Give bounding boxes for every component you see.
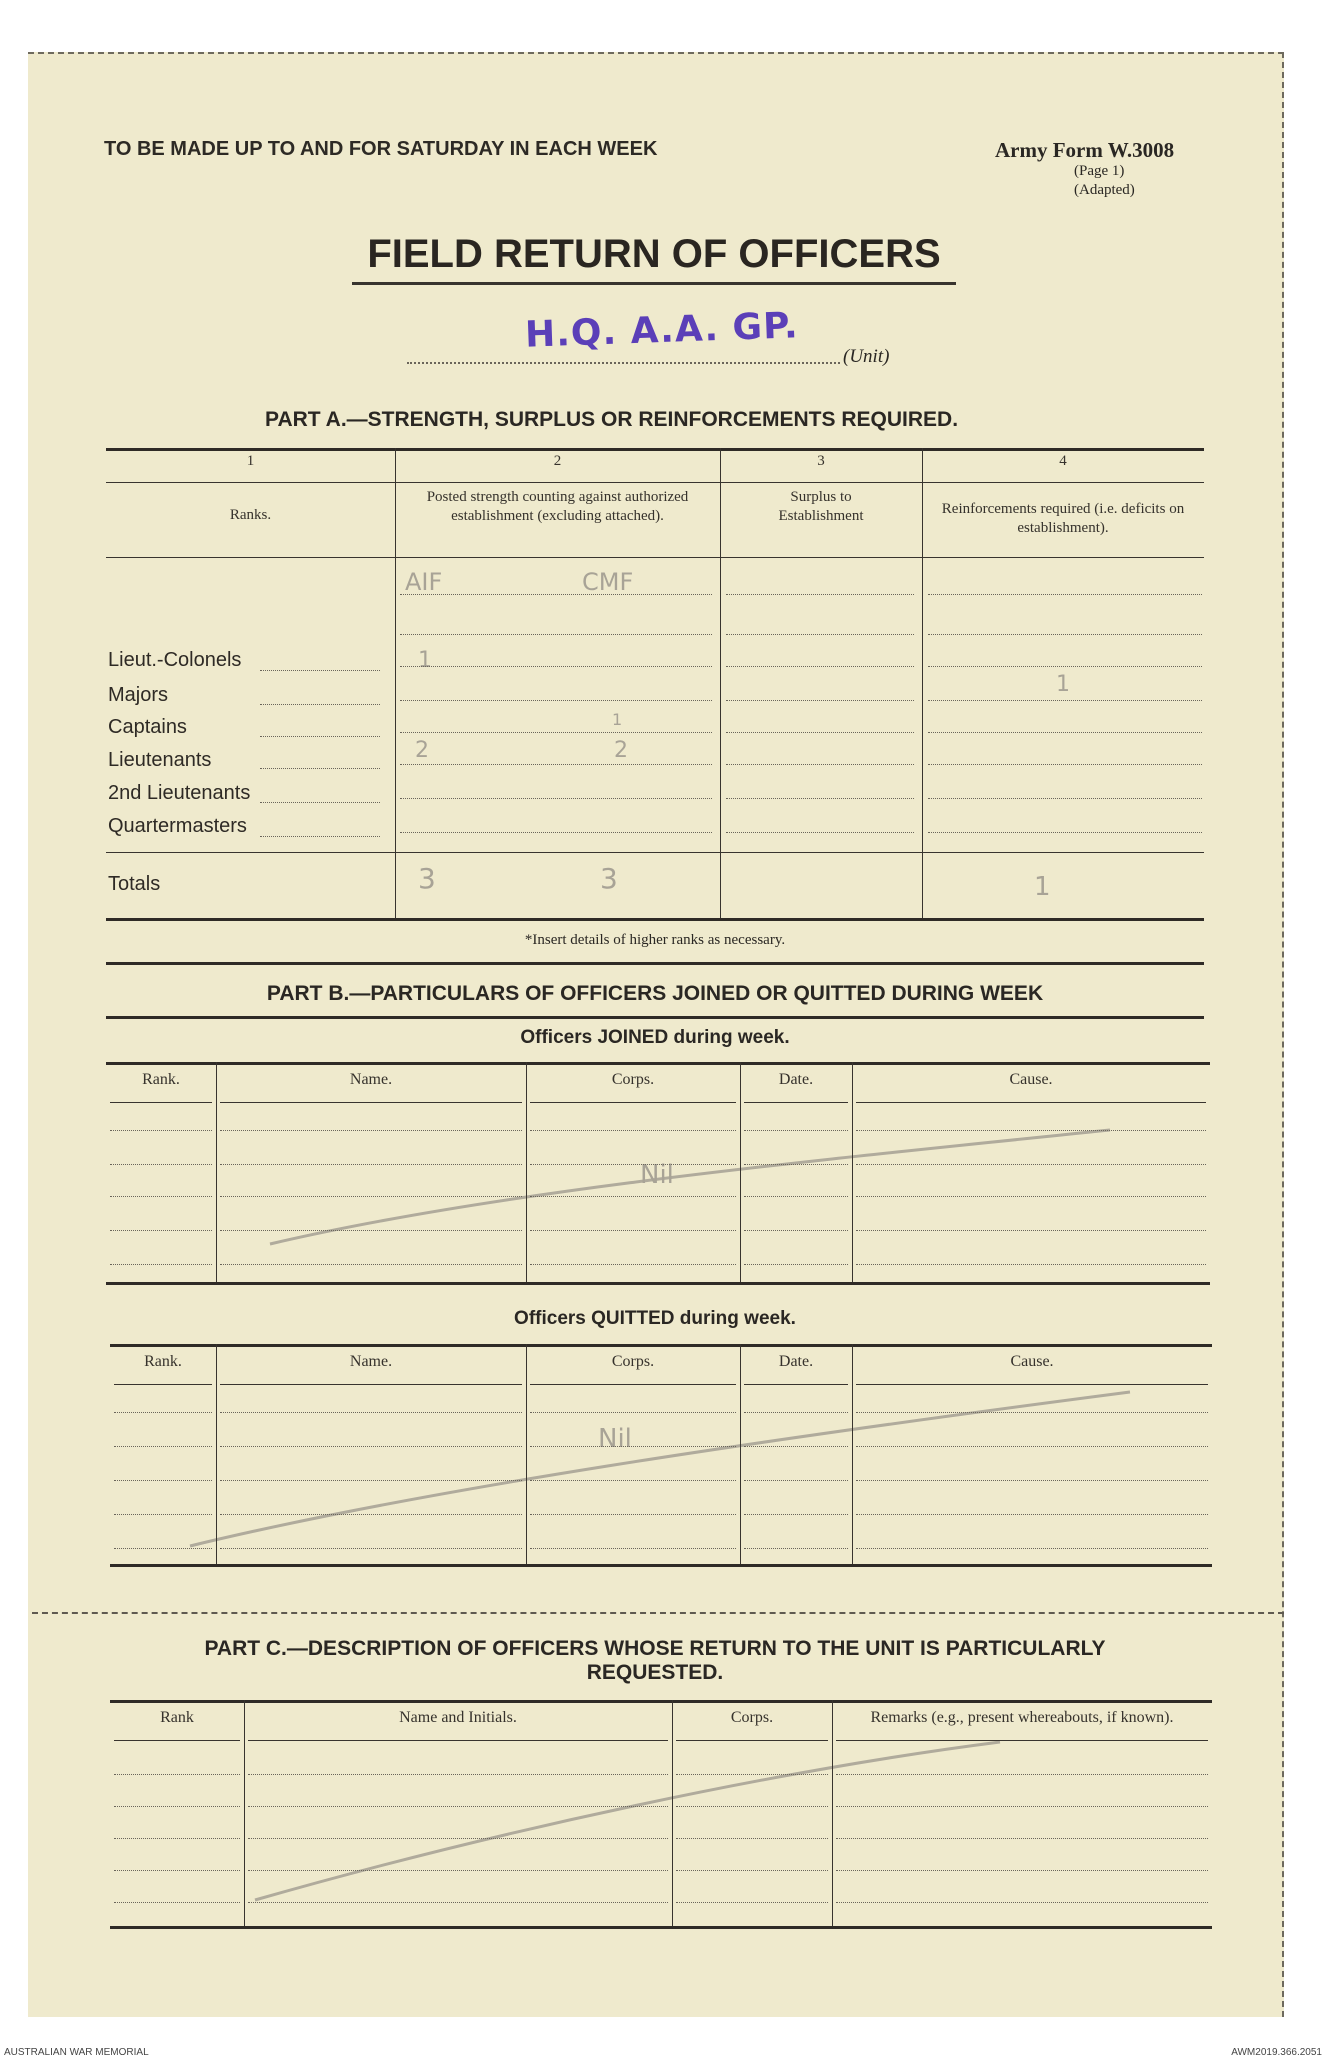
quitted-row-line	[856, 1480, 1208, 1481]
joined-row-line	[744, 1230, 848, 1231]
footer-left: AUSTRALIAN WAR MEMORIAL	[4, 2047, 149, 2058]
quitted-head-rule	[114, 1384, 212, 1385]
joined-row-line	[110, 1264, 212, 1265]
partc-col-head: Rank	[160, 1709, 194, 1726]
part-a-dotted-rule	[928, 732, 1202, 733]
partc-head-rule	[676, 1740, 828, 1741]
part-a-rank-leader	[260, 768, 380, 769]
quitted-col-head: Date.	[778, 1353, 814, 1370]
quitted-row-line	[114, 1548, 212, 1549]
quitted-col-divider	[216, 1344, 217, 1564]
joined-row-line	[744, 1164, 848, 1165]
col-head-surplus: Surplus to Establishment	[778, 489, 864, 524]
joined-row-line	[220, 1164, 522, 1165]
unit-label: (Unit)	[843, 346, 890, 367]
quitted-row-line	[530, 1412, 736, 1413]
joined-head-rule	[530, 1102, 736, 1103]
quitted-row-line	[856, 1446, 1208, 1447]
quitted-row-line	[220, 1446, 522, 1447]
part-a-heading: PART A.—STRENGTH, SURPLUS OR REINFORCEMENTS REQUIRED.	[265, 408, 959, 431]
partc-row-line	[248, 1902, 668, 1903]
joined-row-line	[110, 1164, 212, 1165]
part-a-dotted-rule	[726, 666, 914, 667]
form-number: Army Form W.3008	[995, 138, 1175, 162]
part-a-dotted-rule	[928, 594, 1202, 595]
col-head-reinforcements: Reinforcements required (i.e. deficits on establishment).	[941, 501, 1185, 536]
quitted-row-line	[856, 1548, 1208, 1549]
joined-col-divider	[740, 1062, 741, 1282]
quitted-row-line	[220, 1548, 522, 1549]
quitted-col-head: Corps.	[611, 1353, 655, 1370]
pencil-majors-reinf: 1	[1056, 672, 1070, 697]
part-a-rank-leader	[260, 836, 380, 837]
joined-row-line	[110, 1196, 212, 1197]
joined-head-rule	[110, 1102, 212, 1103]
joined-row-line	[744, 1130, 848, 1131]
footer-right: AWM2019.366.2051	[1231, 2047, 1322, 2058]
quitted-col-head: Cause.	[1010, 1353, 1054, 1370]
part-a-dotted-rule	[928, 634, 1202, 635]
quitted-col-divider	[740, 1344, 741, 1564]
joined-row-line	[220, 1130, 522, 1131]
rank-lieutenants: Lieutenants	[108, 749, 212, 771]
joined-row-line	[856, 1196, 1206, 1197]
partc-head-rule	[114, 1740, 240, 1741]
joined-row-line	[220, 1264, 522, 1265]
partc-row-line	[114, 1870, 240, 1871]
joined-col-head: Date.	[778, 1071, 814, 1088]
pencil-nil-joined: Nil	[640, 1160, 674, 1190]
quitted-head-rule	[856, 1384, 1208, 1385]
partc-row-line	[676, 1870, 828, 1871]
partc-head-rule	[836, 1740, 1208, 1741]
pencil-total-reinf: 1	[1034, 872, 1051, 902]
part-a-rank-leader	[260, 704, 380, 705]
quitted-col-head: Name.	[349, 1353, 393, 1370]
part-a-dotted-rule	[928, 700, 1202, 701]
joined-row-line	[744, 1264, 848, 1265]
pencil-lt-col: 1	[418, 648, 432, 673]
partc-col-divider	[672, 1700, 673, 1926]
pencil-nil-quitted: Nil	[598, 1424, 632, 1454]
quitted-head-rule	[744, 1384, 848, 1385]
joined-row-line	[530, 1130, 736, 1131]
col-number-1: 1	[246, 453, 255, 469]
part-a-dotted-rule	[726, 764, 914, 765]
partc-col-divider	[832, 1700, 833, 1926]
part-b-heading: PART B.—PARTICULARS OF OFFICERS JOINED OR QUITTED DURING WEEK	[266, 982, 1044, 1005]
joined-head-rule	[856, 1102, 1206, 1103]
part-a-dotted-rule	[400, 798, 712, 799]
joined-top-rule	[106, 1062, 1210, 1065]
joined-col-head: Corps.	[611, 1071, 655, 1088]
quitted-row-line	[530, 1446, 736, 1447]
partc-top-rule	[110, 1700, 1212, 1703]
quitted-row-line	[530, 1514, 736, 1515]
part-a-rank-leader	[260, 670, 380, 671]
partc-col-head: Name and Initials.	[399, 1709, 517, 1726]
page-title: FIELD RETURN OF OFFICERS	[367, 232, 941, 276]
partc-row-line	[114, 1774, 240, 1775]
col-number-4: 4	[1059, 453, 1067, 469]
part-a-dotted-rule	[726, 832, 914, 833]
part-a-dotted-rule	[400, 700, 712, 701]
quitted-col-divider	[852, 1344, 853, 1564]
quitted-row-line	[220, 1412, 522, 1413]
part-a-dotted-rule	[726, 798, 914, 799]
partc-row-line	[836, 1870, 1208, 1871]
joined-bottom-rule	[106, 1282, 1210, 1285]
pencil-aif: AIF	[405, 568, 443, 596]
part-a-dotted-rule	[726, 700, 914, 701]
quitted-row-line	[114, 1412, 212, 1413]
perforation-line	[32, 1612, 1284, 1614]
part-a-dotted-rule	[726, 732, 914, 733]
partc-row-line	[676, 1774, 828, 1775]
joined-col-divider	[526, 1062, 527, 1282]
partc-col-divider	[244, 1700, 245, 1926]
joined-row-line	[530, 1196, 736, 1197]
joined-col-head: Rank.	[142, 1071, 180, 1088]
page-number: (Page 1)	[1074, 163, 1125, 179]
quitted-row-line	[744, 1446, 848, 1447]
col-number-2: 2	[553, 453, 562, 469]
quitted-col-divider	[526, 1344, 527, 1564]
part-a-rank-leader	[260, 736, 380, 737]
quitted-heading: Officers QUITTED during week.	[514, 1308, 796, 1329]
partc-row-line	[248, 1838, 668, 1839]
part-a-dotted-rule	[928, 764, 1202, 765]
partc-row-line	[676, 1902, 828, 1903]
totals-label: Totals	[108, 873, 161, 895]
joined-row-line	[110, 1230, 212, 1231]
joined-row-line	[856, 1264, 1206, 1265]
adapted-label: (Adapted)	[1074, 182, 1135, 198]
part-a-dotted-rule	[400, 732, 712, 733]
joined-col-head: Name.	[349, 1071, 393, 1088]
partc-col-head: Corps.	[730, 1709, 774, 1726]
partc-col-head: Remarks (e.g., present whereabouts, if known).	[870, 1709, 1174, 1726]
joined-head-rule	[220, 1102, 522, 1103]
unit-stamp: H.Q. A.A. GP.	[524, 305, 800, 356]
joined-row-line	[530, 1164, 736, 1165]
quitted-row-line	[114, 1480, 212, 1481]
rank-captains: Captains	[108, 716, 187, 738]
joined-row-line	[856, 1164, 1206, 1165]
pencil-cmf: CMF	[582, 568, 634, 596]
partc-row-line	[114, 1838, 240, 1839]
joined-row-line	[856, 1130, 1206, 1131]
part-a-rank-leader	[260, 802, 380, 803]
joined-head-rule	[744, 1102, 848, 1103]
part-c-heading-line2: REQUESTED.	[586, 1661, 724, 1684]
partc-head-rule	[248, 1740, 668, 1741]
partc-row-line	[676, 1806, 828, 1807]
part-a-dotted-rule	[400, 666, 712, 667]
quitted-head-rule	[220, 1384, 522, 1385]
quitted-row-line	[856, 1514, 1208, 1515]
joined-row-line	[110, 1130, 212, 1131]
quitted-row-line	[220, 1514, 522, 1515]
rank-lieut-colonels: Lieut.-Colonels	[108, 649, 242, 671]
joined-row-line	[220, 1196, 522, 1197]
quitted-row-line	[114, 1514, 212, 1515]
partc-row-line	[248, 1870, 668, 1871]
quitted-row-line	[220, 1480, 522, 1481]
part-a-dotted-rule	[400, 832, 712, 833]
partc-row-line	[836, 1806, 1208, 1807]
quitted-row-line	[744, 1548, 848, 1549]
rank-majors: Majors	[108, 684, 169, 706]
quitted-bottom-rule	[110, 1564, 1212, 1567]
part-a-dotted-rule	[400, 594, 712, 595]
joined-nil-stroke	[270, 1130, 1110, 1244]
pencil-lieut-1: 2	[415, 738, 429, 763]
quitted-row-line	[856, 1412, 1208, 1413]
pencil-captains: 1	[612, 710, 623, 729]
quitted-row-line	[744, 1514, 848, 1515]
quitted-nil-stroke	[190, 1392, 1130, 1546]
part-a-footnote: *Insert details of higher ranks as necessary.	[524, 932, 786, 948]
part-c-heading-line1: PART C.—DESCRIPTION OF OFFICERS WHOSE RETURN TO THE UNIT IS PARTICULARLY	[204, 1637, 1106, 1660]
joined-row-line	[856, 1230, 1206, 1231]
partc-row-line	[836, 1902, 1208, 1903]
quitted-row-line	[530, 1480, 736, 1481]
col-head-posted-strength: Posted strength counting against authorized establishment (excluding attached).	[426, 489, 689, 524]
rank-2nd-lieutenants: 2nd Lieutenants	[108, 782, 251, 804]
partc-bottom-rule	[110, 1926, 1212, 1929]
joined-row-line	[530, 1264, 736, 1265]
quitted-row-line	[530, 1548, 736, 1549]
rank-quartermasters: Quartermasters	[108, 815, 247, 837]
part-a-dotted-rule	[726, 594, 914, 595]
joined-heading: Officers JOINED during week.	[520, 1027, 790, 1048]
pencil-total-1: 3	[418, 862, 436, 895]
pencil-lieut-2: 2	[614, 738, 628, 763]
joined-col-divider	[852, 1062, 853, 1282]
part-a-dotted-rule	[400, 634, 712, 635]
part-a-dotted-rule	[928, 832, 1202, 833]
col-head-ranks: Ranks.	[229, 507, 272, 523]
quitted-head-rule	[530, 1384, 736, 1385]
quitted-top-rule	[110, 1344, 1212, 1347]
partc-row-line	[248, 1806, 668, 1807]
col-number-3: 3	[817, 453, 825, 469]
partc-row-line	[114, 1806, 240, 1807]
partc-row-line	[114, 1902, 240, 1903]
part-a-dotted-rule	[928, 666, 1202, 667]
quitted-row-line	[744, 1480, 848, 1481]
joined-row-line	[744, 1196, 848, 1197]
part-a-dotted-rule	[400, 764, 712, 765]
partc-row-line	[836, 1774, 1208, 1775]
quitted-row-line	[744, 1412, 848, 1413]
partc-row-line	[676, 1838, 828, 1839]
pencil-total-2: 3	[600, 862, 618, 895]
part-c-nil-stroke	[255, 1742, 1000, 1900]
partc-row-line	[836, 1838, 1208, 1839]
part-a-dotted-rule	[726, 634, 914, 635]
quitted-col-head: Rank.	[144, 1353, 182, 1370]
part-a-dotted-rule	[928, 798, 1202, 799]
partc-row-line	[248, 1774, 668, 1775]
joined-col-divider	[216, 1062, 217, 1282]
quitted-row-line	[114, 1446, 212, 1447]
joined-row-line	[220, 1230, 522, 1231]
joined-row-line	[530, 1230, 736, 1231]
instruction-text: TO BE MADE UP TO AND FOR SATURDAY IN EACH WEEK	[104, 138, 658, 160]
joined-col-head: Cause.	[1009, 1071, 1053, 1088]
